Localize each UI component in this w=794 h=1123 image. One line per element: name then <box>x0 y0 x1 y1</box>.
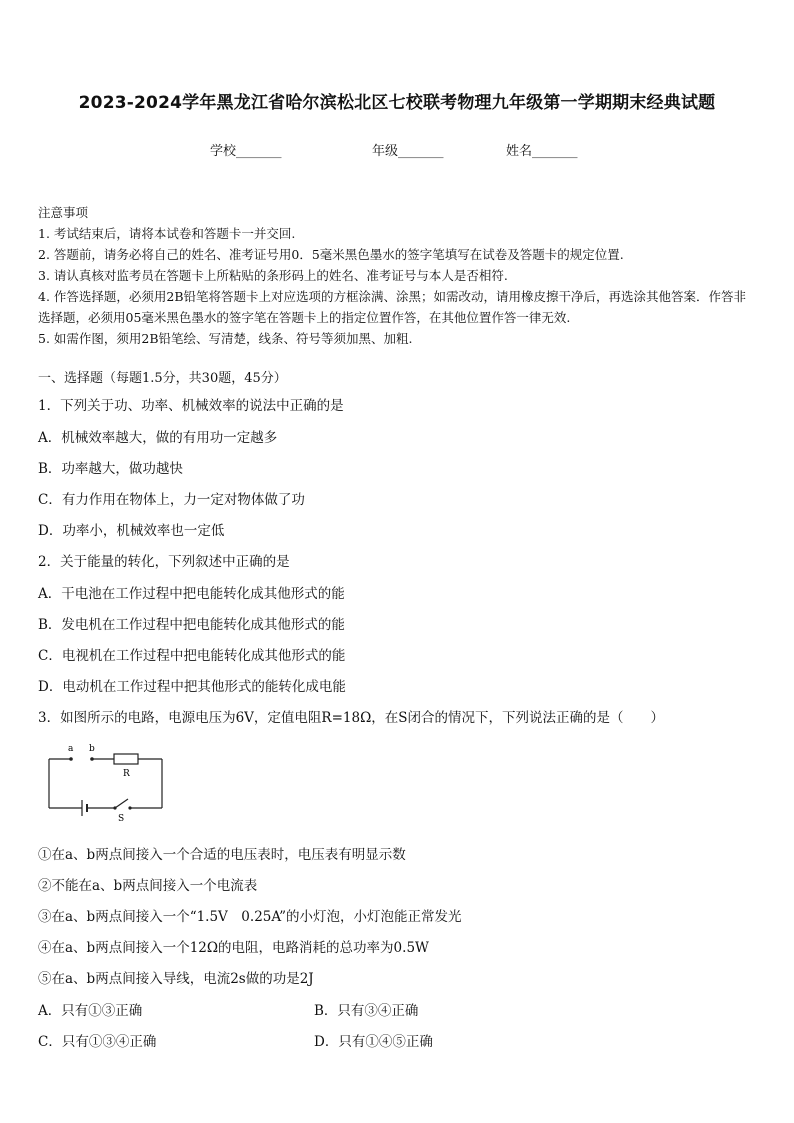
question-3-statement-5: ⑤在a、b两点间接入导线，电流2s做的功是2J <box>38 971 314 987</box>
question-2-option-b: B．发电机在工作过程中把电能转化成其他形式的能 <box>38 617 345 633</box>
question-3-option-c: C．只有①③④正确 <box>38 1034 157 1050</box>
resistor-label: R <box>123 769 130 779</box>
question-3-statement-2: ②不能在a、b两点间接入一个电流表 <box>38 878 258 894</box>
notice-item: 3. 请认真核对监考员在答题卡上所粘贴的条形码上的姓名、准考证号与本人是否相符. <box>38 268 508 283</box>
notice-heading: 注意事项 <box>38 205 89 220</box>
question-1-option-b: B．功率越大，做功越快 <box>38 461 183 477</box>
question-3-statement-4: ④在a、b两点间接入一个12Ω的电阻，电路消耗的总功率为0.5W <box>38 940 429 956</box>
switch-pivot <box>113 806 116 809</box>
question-3-option-b: B．只有③④正确 <box>314 1003 419 1019</box>
question-2-option-a: A．干电池在工作过程中把电能转化成其他形式的能 <box>38 586 345 602</box>
notice-item: 2. 答题前，请务必将自己的姓名、准考证号用0．5毫米黑色墨水的签字笔填写在试卷及答题卡的规定位置. <box>38 247 624 262</box>
school-field: 学校_______ <box>210 144 282 159</box>
question-3-statement-3: ③在a、b两点间接入一个“1.5V 0.25A”的小灯泡，小灯泡能正常发光 <box>38 909 462 925</box>
switch-lever <box>115 799 128 808</box>
question-3-option-d: D．只有①④⑤正确 <box>314 1034 433 1050</box>
question-2-option-c: C．电视机在工作过程中把电能转化成其他形式的能 <box>38 648 346 664</box>
circuit-diagram <box>40 740 170 824</box>
terminal-b-label: b <box>89 744 95 754</box>
resistor-symbol <box>114 754 138 764</box>
question-3-statement-1: ①在a、b两点间接入一个合适的电压表时，电压表有明显示数 <box>38 847 406 863</box>
name-field: 姓名_______ <box>506 144 578 159</box>
question-2-stem: 2．关于能量的转化，下列叙述中正确的是 <box>38 554 290 570</box>
question-1-stem: 1．下列关于功、功率、机械效率的说法中正确的是 <box>38 398 344 414</box>
notice-item: 5. 如需作图，须用2B铅笔绘、写清楚，线条、符号等须加黑、加粗. <box>38 331 413 346</box>
question-2-option-d: D．电动机在工作过程中把其他形式的能转化成电能 <box>38 679 346 695</box>
document-title: 2023-2024学年黑龙江省哈尔滨松北区七校联考物理九年级第一学期期末经典试题 <box>78 93 716 113</box>
notice-item: 4. 作答选择题，必须用2B铅笔将答题卡上对应选项的方框涂满、涂黑；如需改动，请用橡皮擦干净后，再选涂其他答案．作答非选择题，必须用05毫米黑色墨水的签字笔在答题卡上的指定位置作答，在其他位置作答一律无效. <box>38 289 747 325</box>
question-3-option-a: A．只有①③正确 <box>38 1003 143 1019</box>
grade-field: 年级_______ <box>372 144 444 159</box>
notice-section <box>38 202 758 349</box>
question-1-option-c: C．有力作用在物体上，力一定对物体做了功 <box>38 492 305 508</box>
terminal-a-dot <box>69 757 73 761</box>
section-heading: 一、选择题（每题1.5分，共30题，45分） <box>38 371 287 386</box>
switch-contact <box>128 806 131 809</box>
switch-label: S <box>118 814 125 824</box>
question-1-option-a: A．机械效率越大，做的有用功一定越多 <box>38 430 278 446</box>
terminal-a-label: a <box>68 744 74 754</box>
question-3-stem: 3．如图所示的电路，电源电压为6V，定值电阻R=18Ω，在S闭合的情况下，下列说法正确的是（ ） <box>38 710 665 726</box>
terminal-b-dot <box>90 757 94 761</box>
question-1-option-d: D．功率小，机械效率也一定低 <box>38 523 225 539</box>
notice-item: 1. 考试结束后，请将本试卷和答题卡一并交回. <box>38 226 296 241</box>
